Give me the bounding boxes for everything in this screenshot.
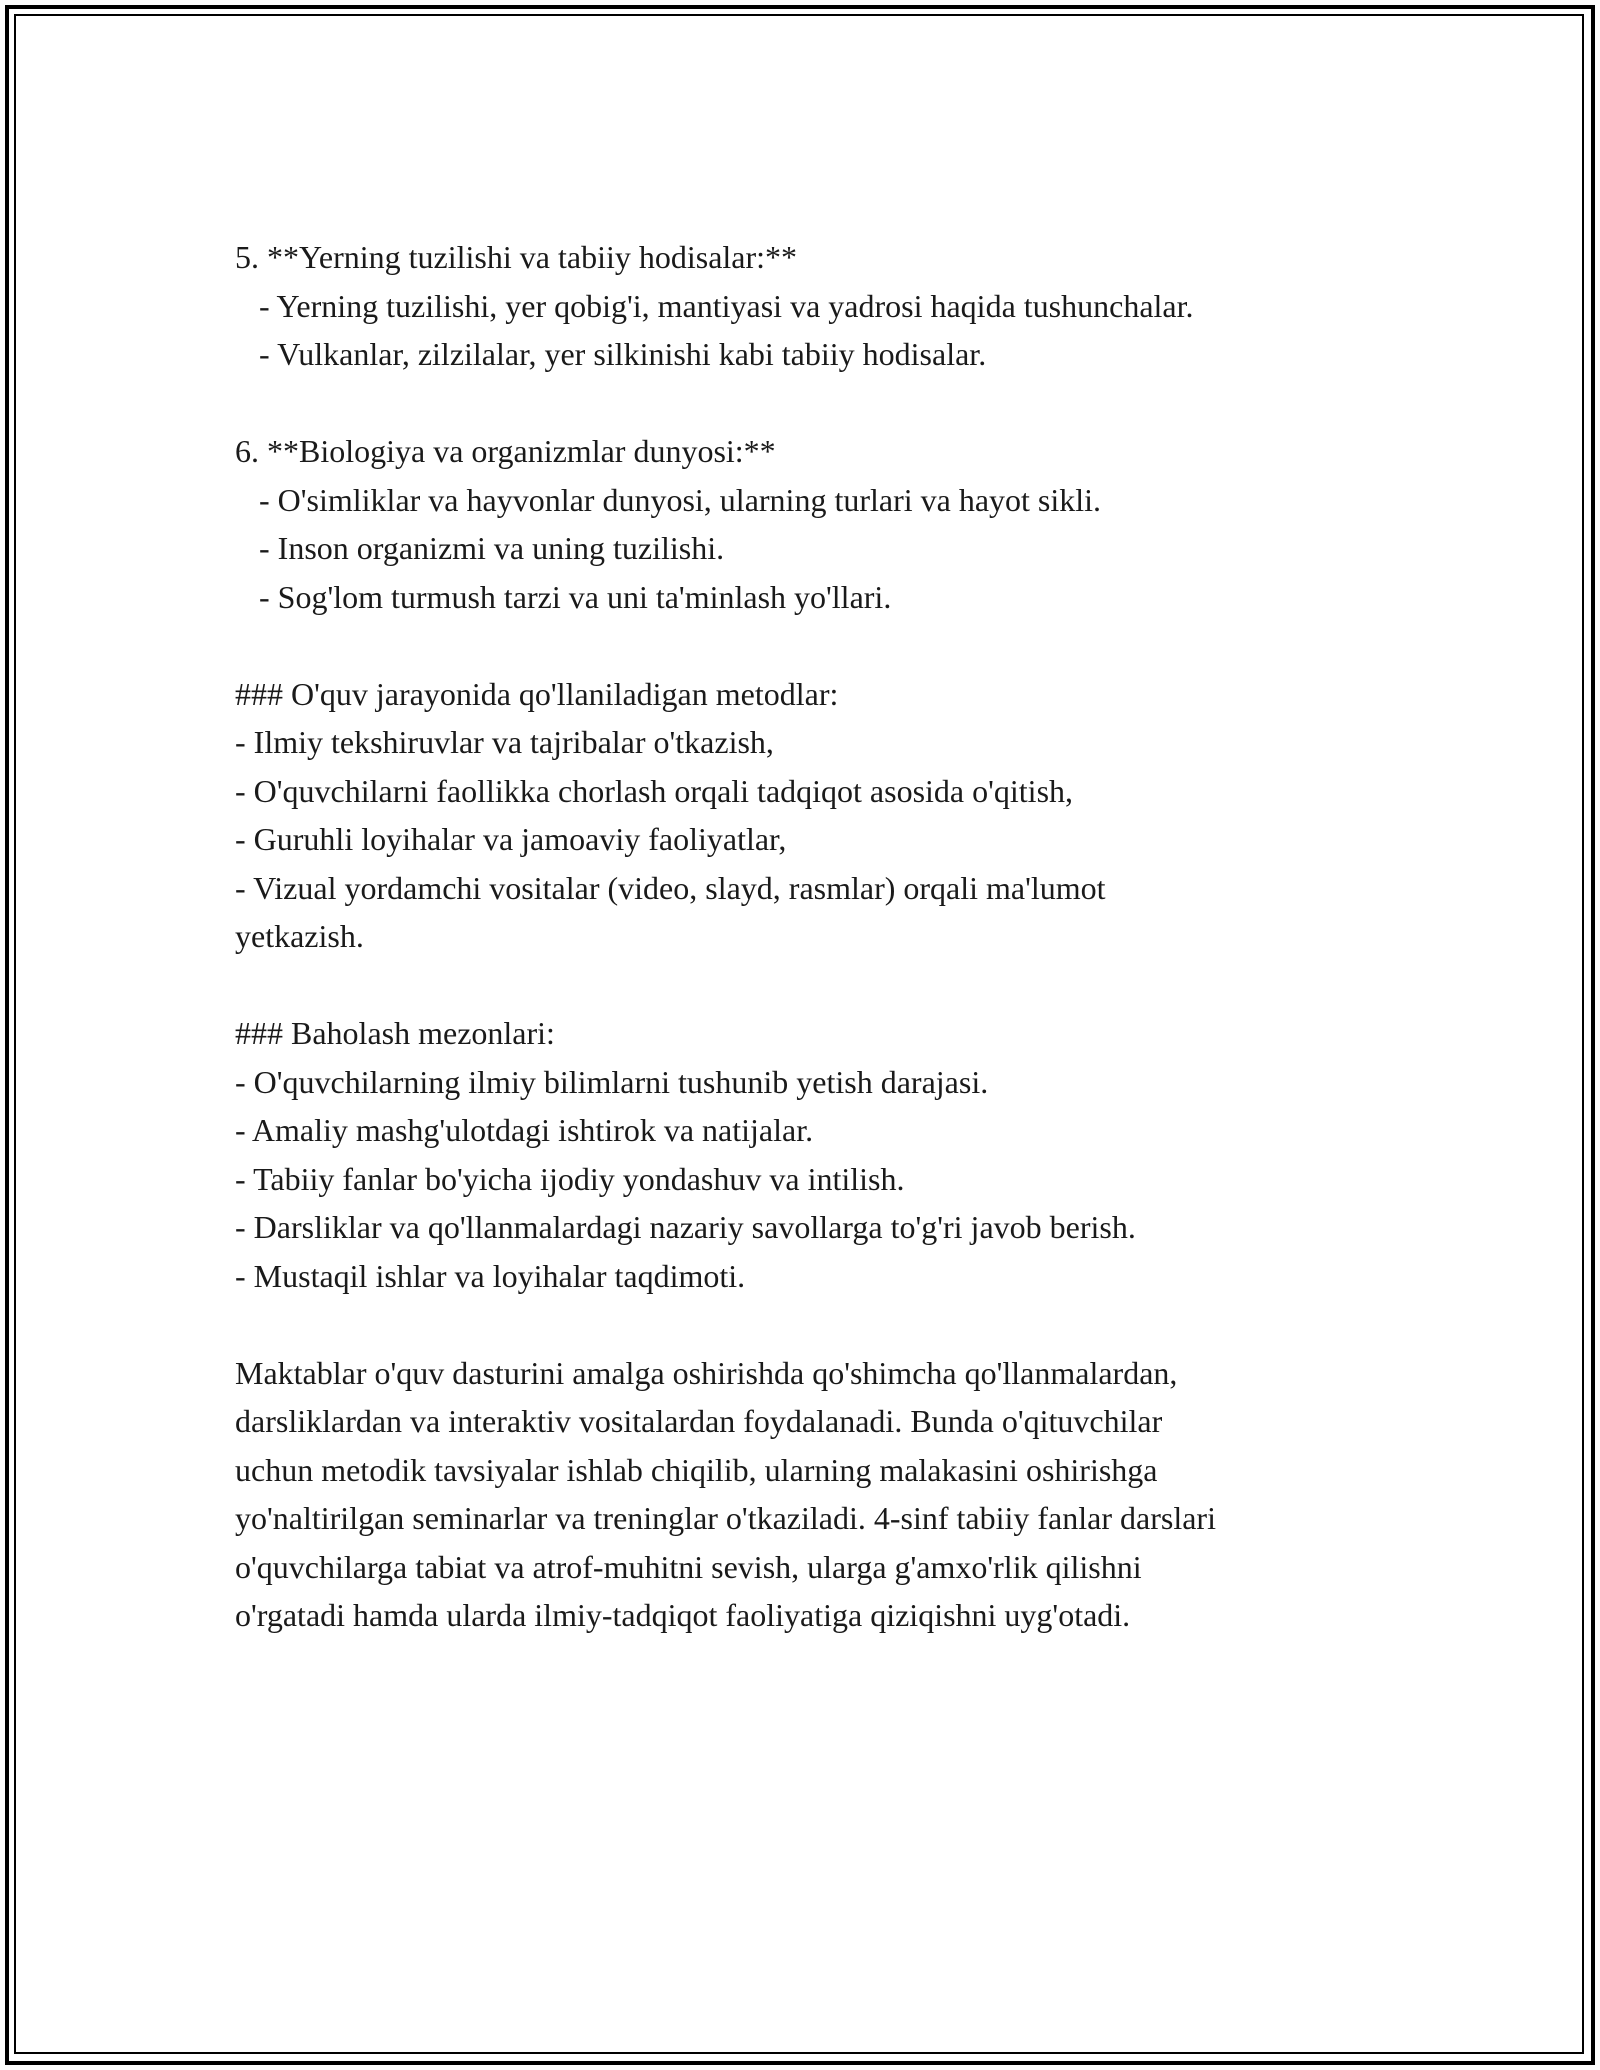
section-6-heading: 6. **Biologiya va organizmlar dunyosi:**	[235, 433, 776, 469]
list-item: - Amaliy mashg'ulotdagi ishtirok va natijalar.	[235, 1112, 814, 1148]
list-item: - Vizual yordamchi vositalar (video, slayd, rasmlar) orqali ma'lumot	[235, 869, 1106, 906]
section-5-heading: 5. **Yerning tuzilishi va tabiiy hodisalar:**	[235, 239, 798, 275]
list-item: - O'simliklar va hayvonlar dunyosi, ularning turlari va hayot sikli.	[235, 481, 1102, 518]
paragraph-line: Maktablar o'quv dasturini amalga oshirishda qo'shimcha qo'llanmalardan,	[235, 1354, 1178, 1391]
list-item-continuation: yetkazish.	[235, 918, 364, 954]
list-item: - Darsliklar va qo'llanmalardagi nazariy savollarga to'g'ri javob berish.	[235, 1209, 1136, 1245]
methods-heading: ### O'quv jarayonida qo'llaniladigan metodlar:	[235, 675, 839, 712]
list-item: - O'quvchilarning ilmiy bilimlarni tushunib yetish darajasi.	[235, 1063, 989, 1100]
list-item: - Tabiiy fanlar bo'yicha ijodiy yondashuv va intilish.	[235, 1160, 905, 1197]
paragraph-gap	[235, 961, 1395, 1010]
list-item: - O'quvchilarni faollikka chorlash orqali tadqiqot asosida o'qitish,	[235, 772, 1074, 809]
methods-section	[235, 670, 1395, 961]
paragraph-line: o'rgatadi hamda ularda ilmiy-tadqiqot faoliyatiga qiziqishni uyg'otadi.	[235, 1597, 1131, 1633]
criteria-section	[235, 1009, 1395, 1300]
document-body	[235, 233, 1395, 1640]
list-item: - Yerning tuzilishi, yer qobig'i, mantiyasi va yadrosi haqida tushunchalar.	[235, 287, 1194, 324]
section-5	[235, 233, 1395, 379]
list-item: - Guruhli loyihalar va jamoaviy faoliyatlar,	[235, 821, 787, 857]
list-item: - Vulkanlar, zilzilalar, yer silkinishi kabi tabiiy hodisalar.	[235, 336, 987, 372]
list-item: - Mustaqil ishlar va loyihalar taqdimoti.	[235, 1257, 746, 1294]
paragraph-line: yo'naltirilgan seminarlar va treninglar o'tkaziladi. 4-sinf tabiiy fanlar darslari	[235, 1500, 1216, 1536]
paragraph-line: o'quvchilarga tabiat va atrof-muhitni sevish, ularga g'amxo'rlik qilishni	[235, 1548, 1142, 1585]
list-item: - Ilmiy tekshiruvlar va tajribalar o'tkazish,	[235, 724, 774, 760]
criteria-heading: ### Baholash mezonlari:	[235, 1015, 555, 1051]
list-item: - Sog'lom turmush tarzi va uni ta'minlash yo'llari.	[235, 578, 892, 615]
paragraph-gap	[235, 621, 1395, 670]
paragraph-gap	[235, 379, 1395, 428]
paragraph-line: uchun metodik tavsiyalar ishlab chiqilib, ularning malakasini oshirishga	[235, 1451, 1158, 1488]
closing-paragraph	[235, 1349, 1395, 1640]
section-6	[235, 427, 1395, 621]
paragraph-line: darsliklardan va interaktiv vositalardan foydalanadi. Bunda o'qituvchilar	[235, 1403, 1163, 1439]
list-item: - Inson organizmi va uning tuzilishi.	[235, 530, 725, 566]
paragraph-gap	[235, 1300, 1395, 1349]
